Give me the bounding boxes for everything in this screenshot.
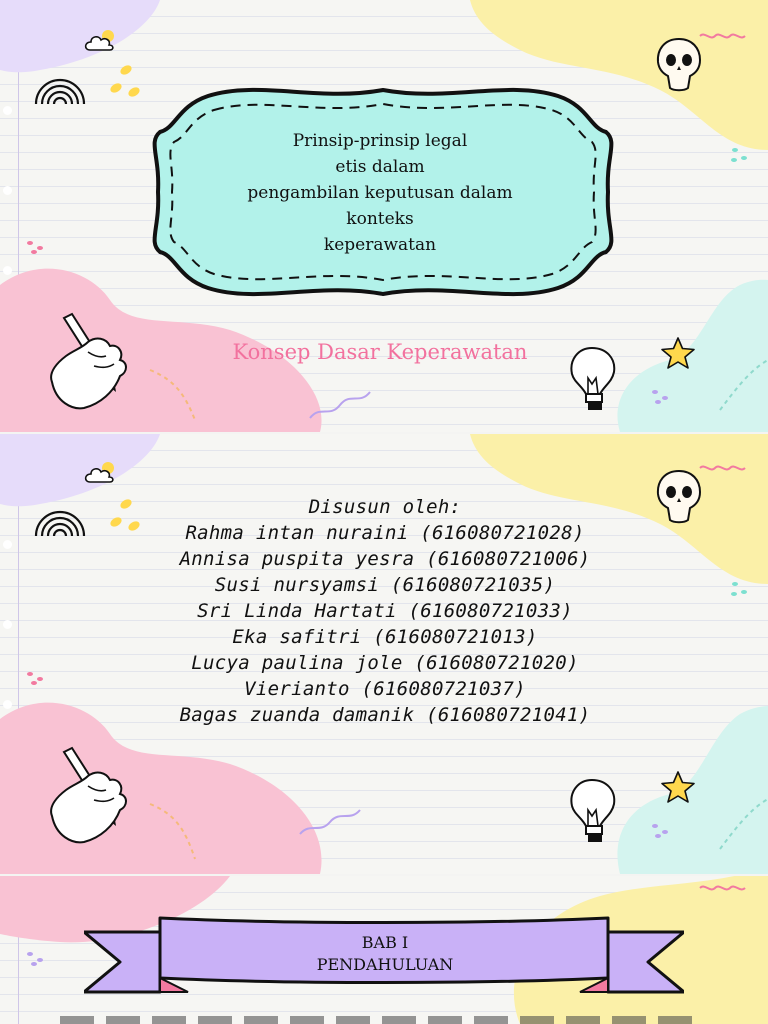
chapter-label: BAB I xyxy=(361,933,409,952)
author-entry: Eka safitri (616080721013) xyxy=(232,626,538,648)
authors-heading: Disusun oleh: xyxy=(308,496,462,518)
author-entry: Lucya paulina jole (616080721020) xyxy=(191,652,579,674)
cover-slide xyxy=(0,0,768,432)
cover-subtitle: Konsep Dasar Keperawatan xyxy=(232,340,528,364)
author-entry: Sri Linda Hartati (616080721033) xyxy=(197,600,573,622)
author-entry: Annisa puspita yesra (616080721006) xyxy=(179,548,591,570)
author-entry: Vierianto (616080721037) xyxy=(244,678,526,700)
author-entry: Susi nursyamsi (616080721035) xyxy=(214,574,556,596)
author-entry: Bagas zuanda damanik (616080721041) xyxy=(179,704,591,726)
title-line: Prinsip-prinsip legal xyxy=(292,131,468,151)
cut-off-text-line xyxy=(60,1016,700,1024)
author-entry: Rahma intan nuraini (616080721028) xyxy=(185,522,585,544)
skull-icon xyxy=(654,468,704,526)
title-line: etis dalam xyxy=(335,157,425,177)
title-line: keperawatan xyxy=(323,235,437,255)
author-list xyxy=(110,494,660,728)
title-line: konteks xyxy=(346,209,414,229)
cover-title xyxy=(210,128,550,258)
rainbow-icon xyxy=(30,492,90,542)
credits-slide xyxy=(0,434,768,874)
star-icon xyxy=(660,336,696,370)
rainbow-icon xyxy=(30,60,90,110)
chapter-slide xyxy=(0,876,768,1024)
title-line: pengambilan keputusan dalam xyxy=(247,183,513,203)
cloud-sun-icon xyxy=(84,460,118,486)
cloud-sun-icon xyxy=(84,28,118,54)
chapter-banner-text xyxy=(220,932,550,976)
chapter-title: PENDAHULUAN xyxy=(316,955,454,974)
hand-pencil-icon xyxy=(44,746,134,846)
star-icon xyxy=(660,770,696,804)
lightbulb-icon xyxy=(566,776,622,850)
hand-pencil-icon xyxy=(44,312,134,412)
skull-icon xyxy=(654,36,704,94)
